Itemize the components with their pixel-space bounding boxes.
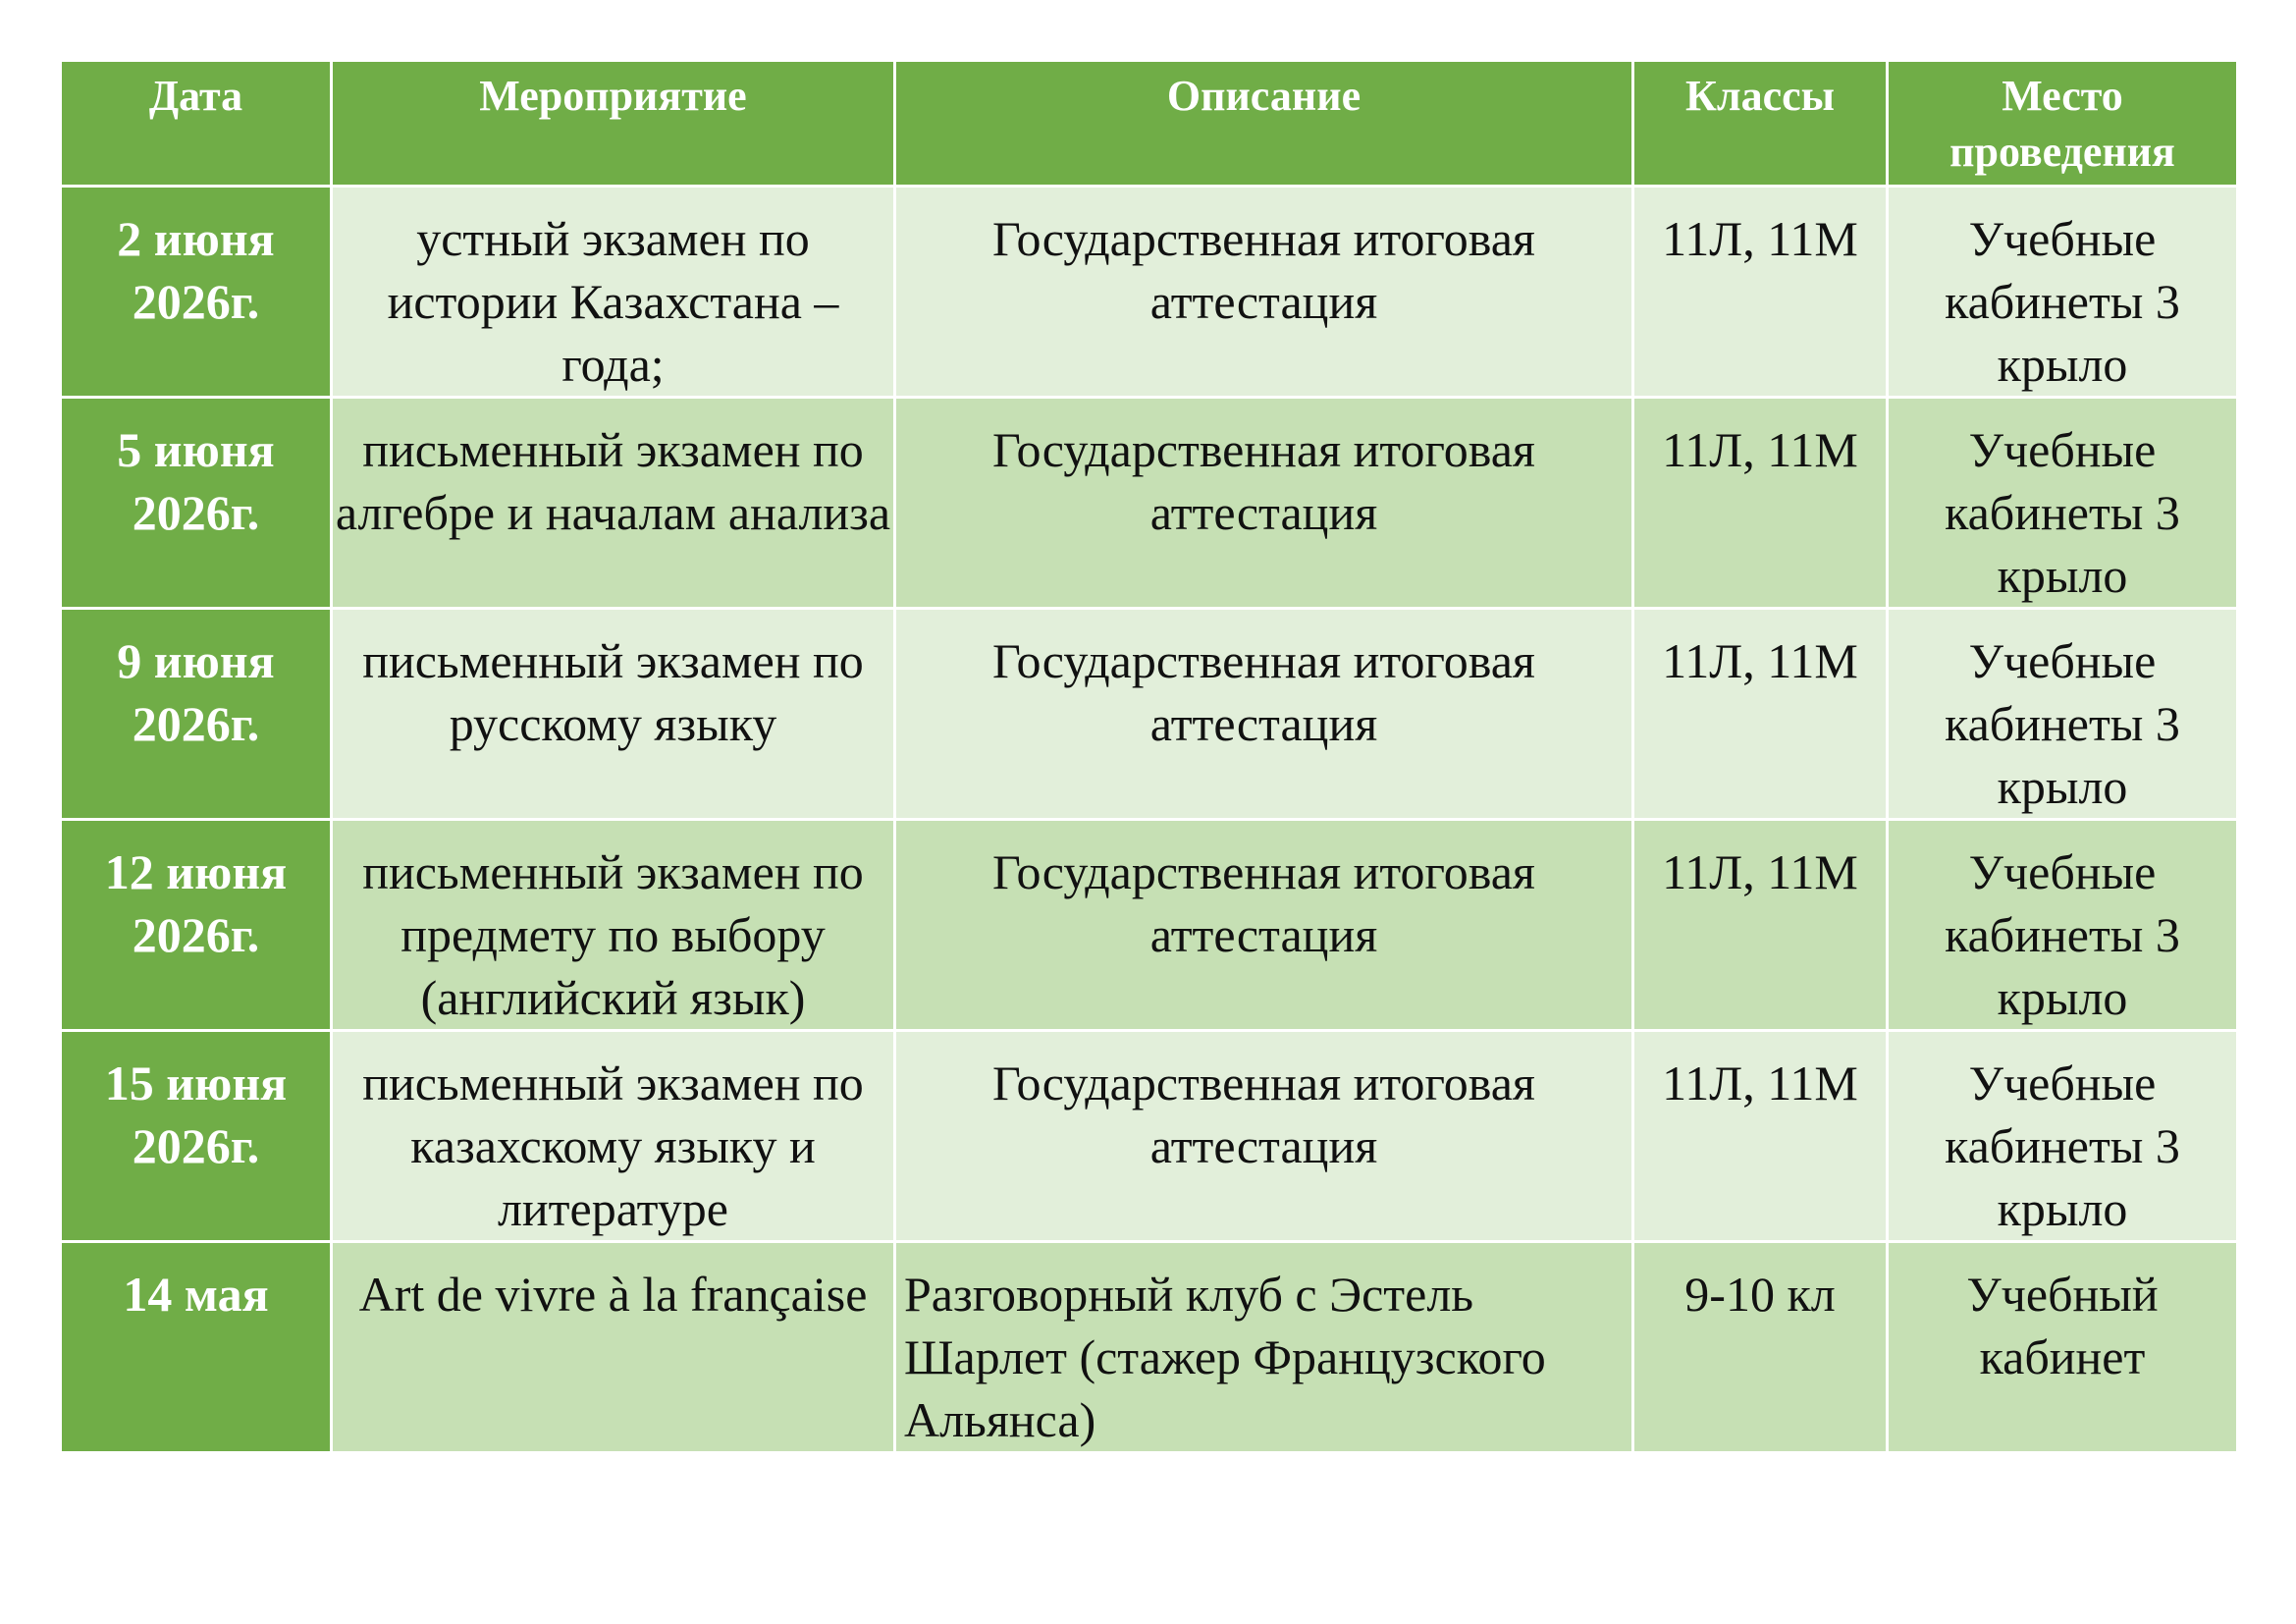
table-row [61, 1242, 2238, 1453]
header-row [61, 61, 2238, 187]
header-classes: Классы [1633, 61, 1888, 187]
table-row [61, 398, 2238, 609]
description-cell: Государственная итоговая аттестация [895, 1031, 1633, 1242]
classes-cell: 11Л, 11М [1633, 820, 1888, 1031]
location-cell: Учебные кабинеты 3 крыло [1888, 187, 2238, 398]
schedule-table [59, 59, 2239, 1454]
date-cell: 9 июня 2026г. [61, 609, 332, 820]
event-cell: Art de vivre à la française [332, 1242, 895, 1453]
date-cell: 12 июня 2026г. [61, 820, 332, 1031]
event-cell: письменный экзамен по русскому языку [332, 609, 895, 820]
date-cell: 15 июня 2026г. [61, 1031, 332, 1242]
location-cell: Учебный кабинет [1888, 1242, 2238, 1453]
event-cell: письменный экзамен по казахскому языку и литературе [332, 1031, 895, 1242]
table-row [61, 609, 2238, 820]
event-cell: устный экзамен по истории Казахстана – года; [332, 187, 895, 398]
description-cell: Разговорный клуб с Эстель Шарлет (стажер Французского Альянса) [895, 1242, 1633, 1453]
location-cell: Учебные кабинеты 3 крыло [1888, 609, 2238, 820]
header-description: Описание [895, 61, 1633, 187]
event-cell: письменный экзамен по алгебре и началам анализа [332, 398, 895, 609]
date-cell: 14 мая [61, 1242, 332, 1453]
classes-cell: 11Л, 11М [1633, 609, 1888, 820]
table-row [61, 187, 2238, 398]
table-row [61, 1031, 2238, 1242]
description-cell: Государственная итоговая аттестация [895, 398, 1633, 609]
header-date: Дата [61, 61, 332, 187]
table-row [61, 820, 2238, 1031]
date-cell: 2 июня 2026г. [61, 187, 332, 398]
location-cell: Учебные кабинеты 3 крыло [1888, 820, 2238, 1031]
classes-cell: 11Л, 11М [1633, 187, 1888, 398]
location-cell: Учебные кабинеты 3 крыло [1888, 398, 2238, 609]
event-cell: письменный экзамен по предмету по выбору (английский язык) [332, 820, 895, 1031]
description-cell: Государственная итоговая аттестация [895, 820, 1633, 1031]
classes-cell: 9-10 кл [1633, 1242, 1888, 1453]
description-cell: Государственная итоговая аттестация [895, 187, 1633, 398]
classes-cell: 11Л, 11М [1633, 1031, 1888, 1242]
location-cell: Учебные кабинеты 3 крыло [1888, 1031, 2238, 1242]
header-event: Мероприятие [332, 61, 895, 187]
date-cell: 5 июня 2026г. [61, 398, 332, 609]
classes-cell: 11Л, 11М [1633, 398, 1888, 609]
header-location: Место проведения [1888, 61, 2238, 187]
description-cell: Государственная итоговая аттестация [895, 609, 1633, 820]
